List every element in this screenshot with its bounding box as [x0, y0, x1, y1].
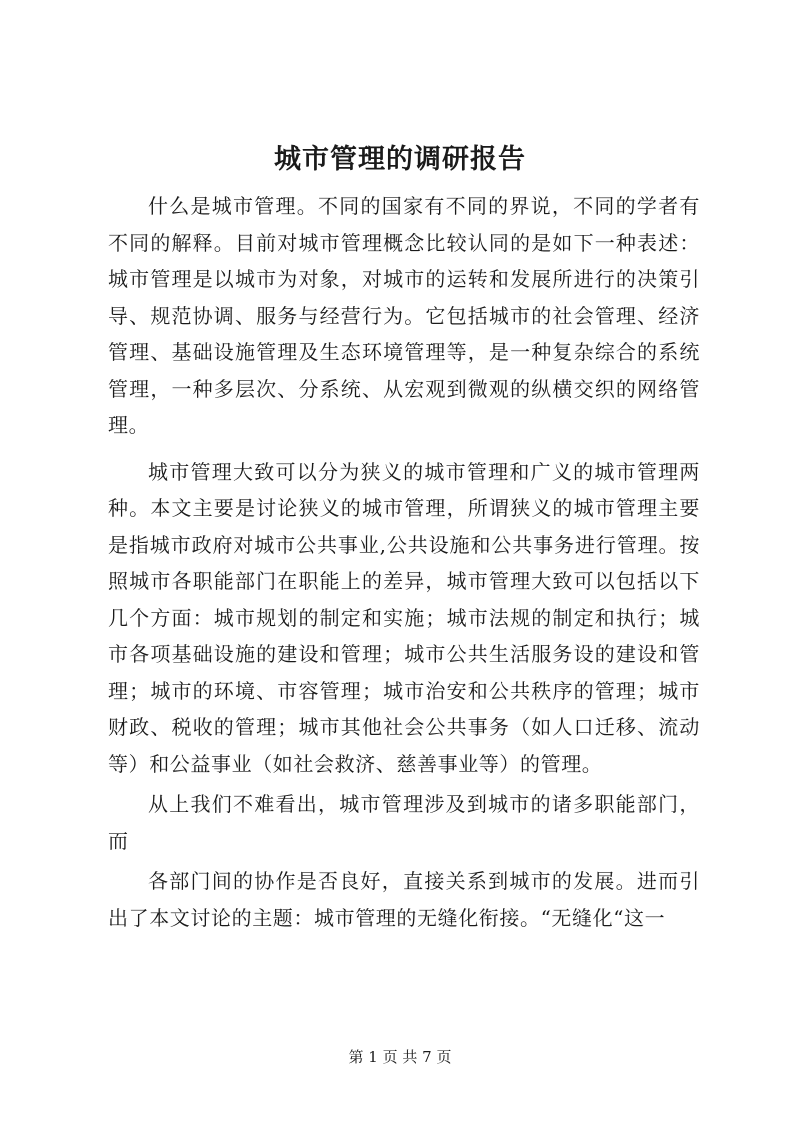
- paragraph-cooperation: 各部门间的协作是否良好，直接关系到城市的发展。进而引出了本文讨论的主题：城市管理的无缝化衔接。“无缝化“这一: [108, 869, 700, 930]
- document-title: 城市管理的调研报告: [274, 144, 526, 175]
- document-body: [108, 188, 700, 936]
- paragraph-departments: 从上我们不难看出，城市管理涉及到城市的诸多职能部门，而: [108, 792, 700, 853]
- paragraph-scope: 城市管理大致可以分为狭义的城市管理和广义的城市管理两种。本文主要是讨论狭义的城市管理，所谓狭义的城市管理主要是指城市政府对城市公共事业,公共设施和公共事务进行管理。按照城市各职能部门在职能上的差异，城市管理大致可以包括以下几个方面：城市规划的制定和实施；城市法规的制定和执行；城市各项基础设施的建设和管理；城市公共生活服务设的建设和管理；城市的环境、市容管理；城市治安和公共秩序的管理；城市财政、税收的管理；城市其他社会公共事务（如人口迁移、流动等）和公益事业（如社会救济、慈善事业等）的管理。: [108, 459, 700, 776]
- paragraph-definition: 什么是城市管理。不同的国家有不同的界说，不同的学者有不同的解释。目前对城市管理概念比较认同的是如下一种表述：城市管理是以城市为对象，对城市的运转和发展所进行的决策引导、规范协调、服务与经营行为。它包括城市的社会管理、经济管理、基础设施管理及生态环境管理等，是一种复杂综合的系统管理，一种多层次、分系统、从宏观到微观的纵横交织的网络管理。: [108, 194, 700, 437]
- page-number-footer: 第 1 页 共 7 页: [348, 1048, 452, 1066]
